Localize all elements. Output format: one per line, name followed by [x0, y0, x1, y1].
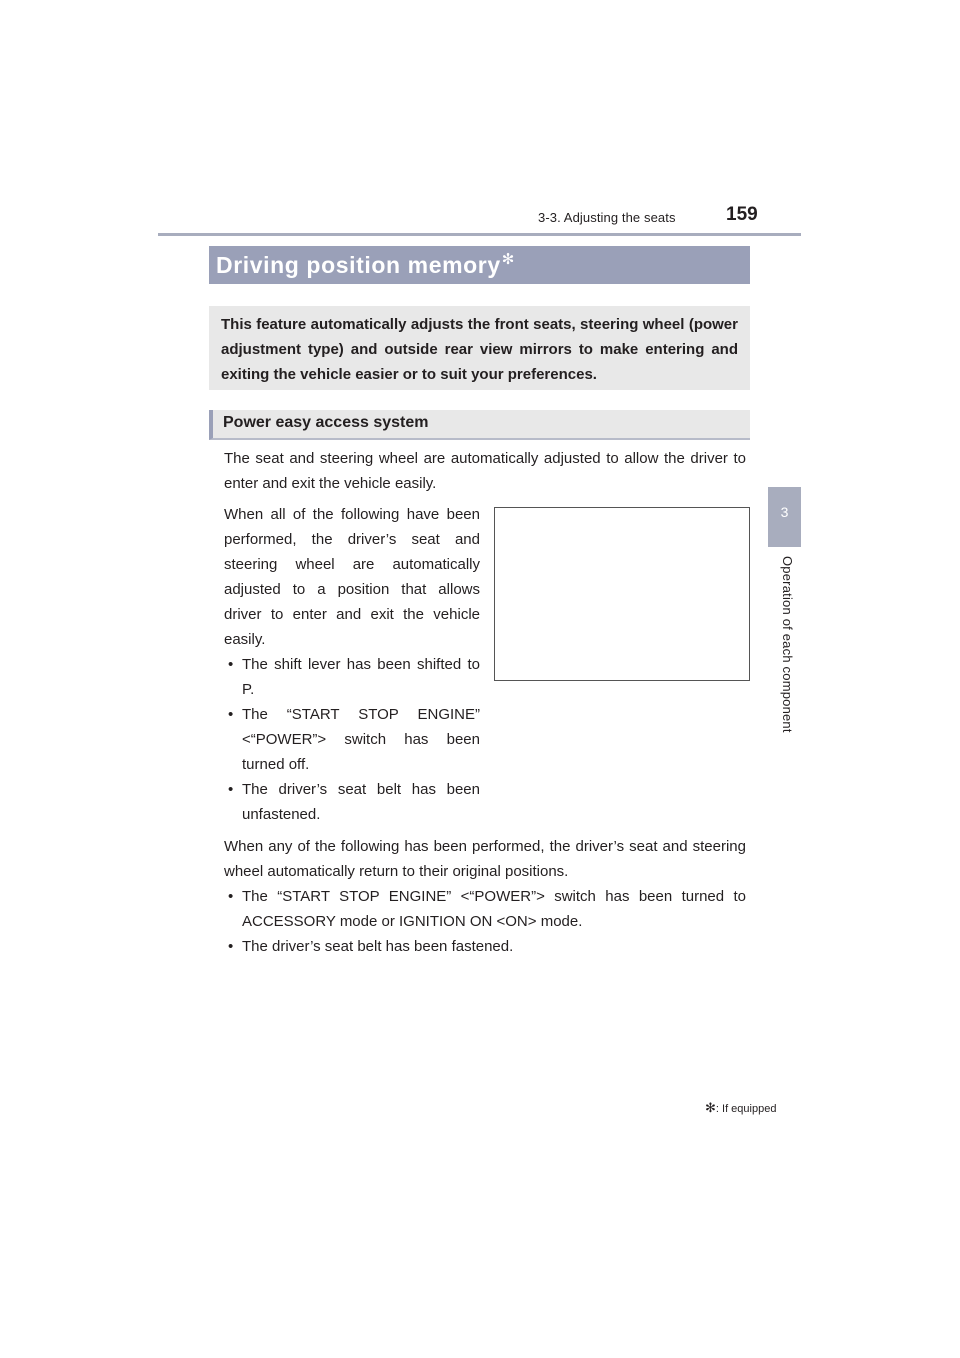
page-number: 159 [726, 204, 758, 225]
list-item [224, 884, 746, 934]
paragraph-2: When all of the following have been performed, the driver’s seat and steering wheel are automatically adjusted to a position that allows driver to enter and exit the vehicle easily. [224, 506, 480, 648]
footnote-text: : If equipped [715, 1103, 777, 1115]
list-item-text: The “START STOP ENGINE” <“POWER”> switch has been turned to ACCESSORY mode or IGNITION ON <ON> mode. [242, 888, 746, 930]
conditions-list [224, 652, 480, 827]
page-title [216, 250, 515, 279]
list-item [224, 702, 480, 777]
footnote [705, 1100, 776, 1116]
bullet-icon: • [228, 656, 234, 673]
subsection-bar [209, 410, 750, 440]
intro-box: This feature automatically adjusts the front seats, steering wheel (power adjustment type) and outside rear view mirrors to make entering and exiting the vehicle easier or to suit your preferences. [209, 306, 750, 390]
list-item [224, 934, 746, 959]
header-divider [158, 233, 801, 236]
chapter-label: Operation of each component [780, 556, 795, 733]
list-item-text: The “START STOP ENGINE” <“POWER”> switch has been turned off. [242, 706, 480, 773]
bullet-icon: • [228, 706, 234, 723]
paragraph-1: The seat and steering wheel are automatically adjusted to allow the driver to enter and exit the vehicle easily. [224, 450, 746, 492]
list-item-text: The driver’s seat belt has been unfastened. [242, 781, 480, 823]
bullet-icon: • [228, 938, 234, 955]
chapter-tab: 3 [768, 487, 801, 547]
if-equipped-star-icon: ✻ [501, 251, 515, 268]
illustration-placeholder [494, 507, 750, 681]
subsection-title: Power easy access system [223, 414, 429, 431]
return-conditions-list [224, 884, 746, 959]
title-bar [209, 246, 750, 284]
list-item-text: The shift lever has been shifted to P. [242, 656, 480, 698]
list-item-text: The driver’s seat belt has been fastened. [242, 938, 514, 955]
page-title-text: Driving position memory [216, 252, 501, 278]
bullet-icon: • [228, 888, 234, 905]
list-item [224, 652, 480, 702]
bullet-icon: • [228, 781, 234, 798]
section-header: 3-3. Adjusting the seats [538, 210, 676, 225]
paragraph-3: When any of the following has been performed, the driver’s seat and steering wheel automatically return to their original positions. [224, 838, 746, 880]
footnote-star-icon: ✻ [705, 1100, 716, 1115]
list-item [224, 777, 480, 827]
